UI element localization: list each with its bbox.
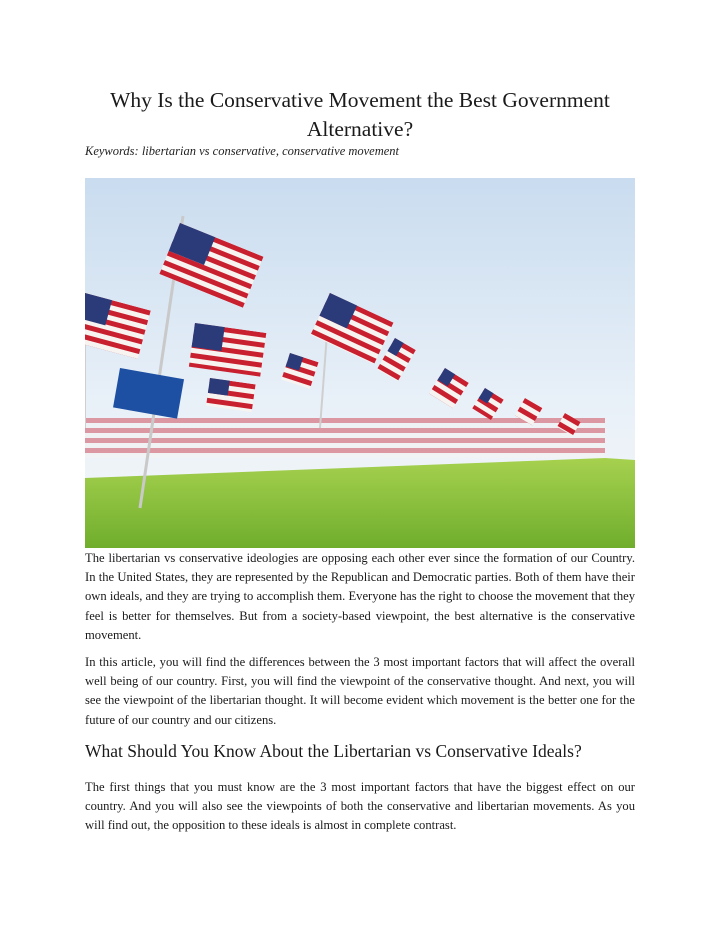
hero-image xyxy=(85,178,635,548)
american-flags-field-image xyxy=(85,178,635,548)
section-heading: What Should You Know About the Libertarian vs Conservative Ideals? xyxy=(85,741,582,761)
article-paragraph: In this article, you will find the differences between the 3 most important factors that will affect the overall well being of our country. First, you will find the viewpoint of the conservative thought. And next, you will see the viewpoint of the libertarian thought. It will become evident which movement is the better one for the future of our country and our citizens. xyxy=(85,655,635,727)
page-title: Why Is the Conservative Movement the Best Government Alternative? xyxy=(110,88,610,141)
keywords-line: Keywords: libertarian vs conservative, conservative movement xyxy=(85,144,400,158)
section-paragraph: The first things that you must know are the 3 most important factors that have the biggest effect on our country. And you will also see the viewpoints of both the conservative and libertarian movements. As you will find out, the opposition to these ideals is almost in complete contrast. xyxy=(85,780,635,833)
intro-paragraph: The libertarian vs conservative ideologies are opposing each other ever since the formation of our Country. In the United States, they are represented by the Republican and Democratic parties. Both of them have their own ideals, and they are trying to accomplish them. Everyone has the right to choose the movement that they feel is better for themselves. But from a society-based viewpoint, the best alternative is the conservative movement. xyxy=(85,551,635,642)
